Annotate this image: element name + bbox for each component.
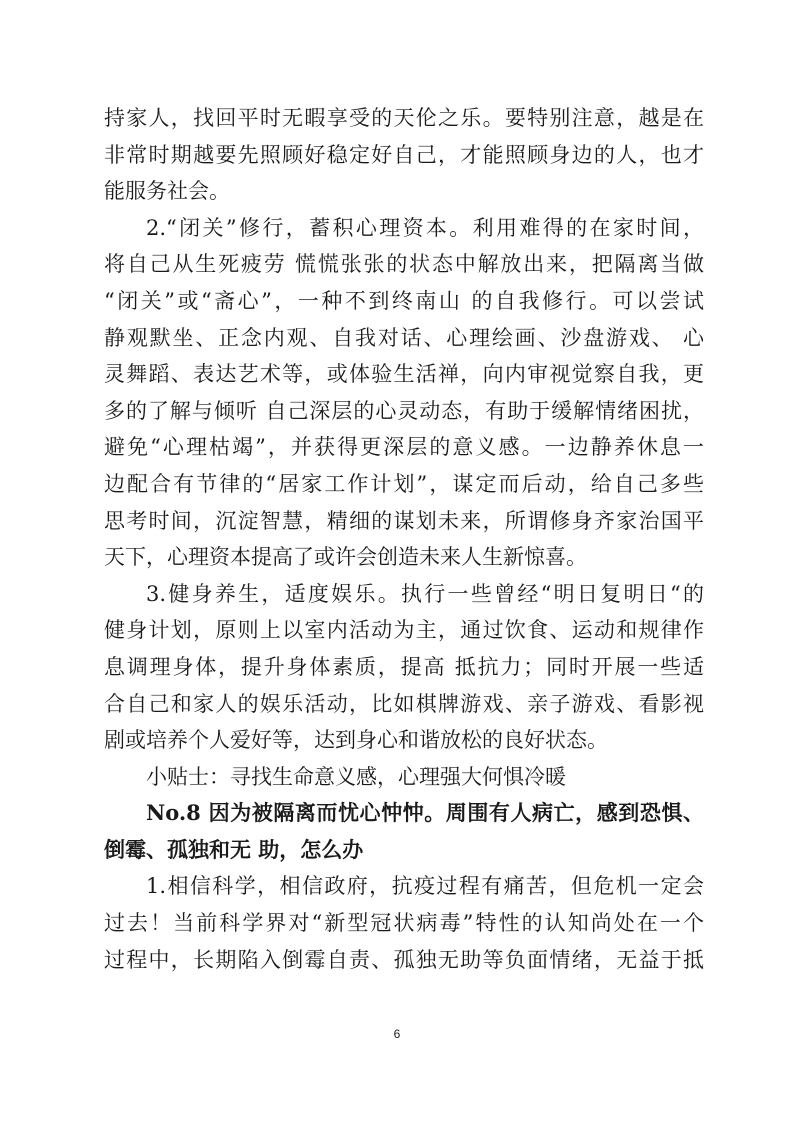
text-line: 灵舞蹈、表达艺术等，或体验生活禅，向内审视觉察自我，更 [104, 362, 704, 387]
text-line: 将自己从生死疲劳 慌慌张张的状态中解放出来，把隔离当做 [104, 252, 704, 277]
text-line: 非常时期越要先照顾好稳定好自己，才能照顾身边的人，也才 [104, 142, 704, 167]
text-line: 1.相信科学，相信政府，抗疫过程有痛苦，但危机一定会 [146, 874, 704, 899]
section-heading-line: 3.健身养生，适度娱乐。执行一些曾经“明日复明日“的 [146, 581, 704, 606]
body-text [104, 100, 704, 978]
text-line: 息调理身体，提升身体素质，提高 抵抗力；同时开展一些适 [104, 654, 704, 679]
page-number: 6 [393, 1027, 401, 1041]
question-heading-line: No.8 因为被隔离而忧心忡忡。周围有人病亡，感到恐惧、 [146, 800, 704, 826]
tip-line: 小贴士：寻找生命意义感，心理强大何惧冷暖 [146, 764, 566, 789]
text-line: 边配合有节律的“居家工作计划”，谋定而后动，给自己多些 [104, 471, 704, 496]
text-line: 合自己和家人的娱乐活动，比如棋牌游戏、亲子游戏、看影视 [104, 691, 704, 716]
text-line: 过程中，长期陷入倒霉自责、孤独无助等负面情绪，无益于抵 [104, 947, 704, 972]
text-line: “闭关”或“斋心”，一种不到终南山 的自我修行。可以尝试 [104, 288, 704, 313]
text-line: 能服务社会。 [104, 179, 230, 204]
question-heading-line: 倒霉、孤独和无 助，怎么办 [104, 836, 364, 862]
text-line: 天下，心理资本提高了或许会创造未来人生新惊喜。 [104, 545, 587, 570]
text-line: 静观默坐、正念内观、自我对话、心理绘画、沙盘游戏、 心 [104, 325, 704, 350]
text-line: 健身计划，原则上以室内活动为主，通过饮食、运动和规律作 [104, 618, 704, 643]
text-line: 过去！当前科学界对“新型冠状病毒”特性的认知尚处在一个 [104, 911, 704, 936]
text-line: 多的了解与倾听 自己深层的心灵动态，有助于缓解情绪困扰， [104, 398, 704, 423]
text-line: 思考时间，沉淀智慧，精细的谋划未来，所谓修身齐家治国平 [104, 508, 704, 533]
text-line: 持家人，找回平时无暇享受的天伦之乐。要特别注意，越是在 [104, 106, 704, 130]
section-heading-line: 2.“闭关”修行，蓄积心理资本。利用难得的在家时间， [146, 215, 704, 240]
text-line: 剧或培养个人爱好等，达到身心和谐放松的良好状态。 [104, 728, 608, 753]
text-line: 避免“心理枯竭”，并获得更深层的意义感。一边静养休息一 [104, 435, 704, 460]
